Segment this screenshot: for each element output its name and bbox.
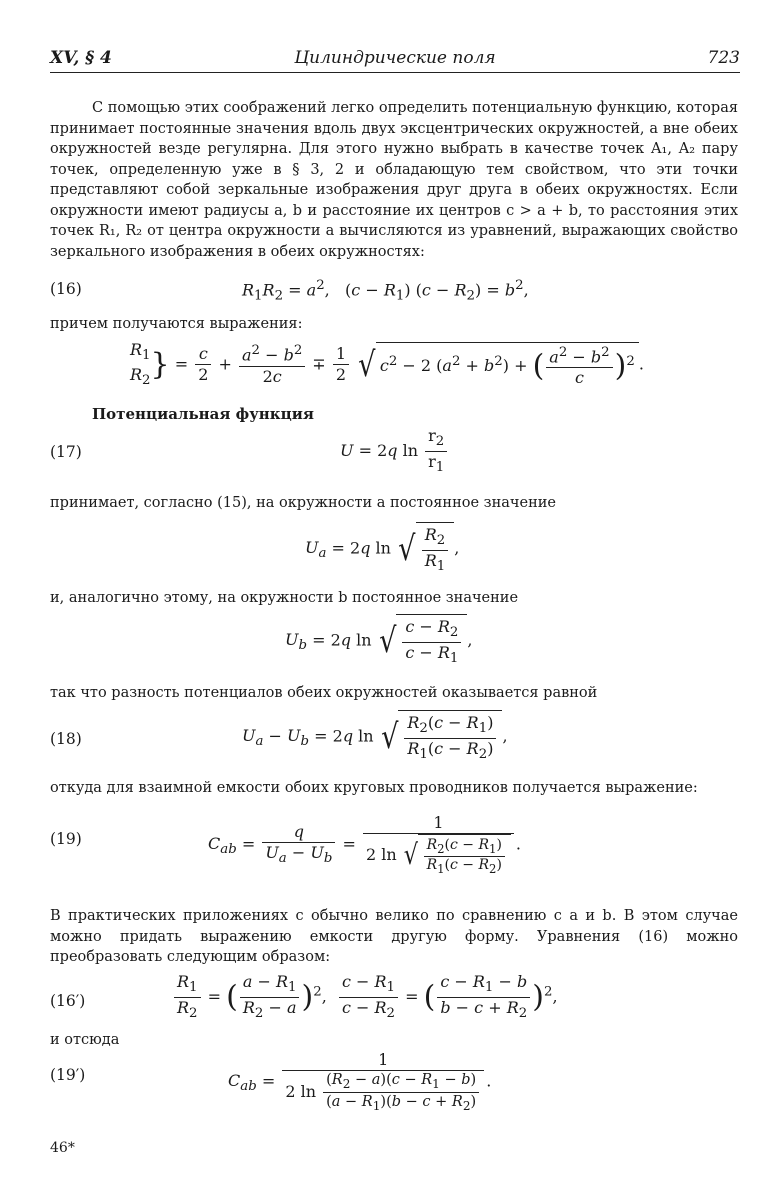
running-header <box>50 48 740 70</box>
paragraph-expressions: причем получаются выражения: <box>50 316 303 332</box>
paragraph-difference: так что разность потенциалов обеих окружностей оказывается равной <box>50 685 598 701</box>
paragraph-practical: В практических приложениях c обычно велико по сравнению с a и b. В этом случае можно придать выражению емкости другую форму. Уравнения (16) можно преобразовать следующим образом: <box>50 908 738 965</box>
equation-ua: $U_a = 2q$ ln √ $\frac{R_2}{R_1}$ , <box>305 522 459 576</box>
paragraph-capacity: откуда для взаимной емкости обоих круговых проводников получается выражение: <box>50 780 698 796</box>
equation-ub: $U_b = 2q$ ln √ $\frac{c - R_2}{c - R_1}$ , <box>285 614 472 668</box>
equation-17: U = 2q ln $\frac{r_2}{r_1}$ <box>340 426 449 477</box>
equation-number-18: (18) <box>50 730 82 748</box>
equation-number-17: (17) <box>50 443 82 461</box>
paragraph-intro: С помощью этих соображений легко определить потенциальную функцию, которая принимает постоянные значения вдоль двух эксцентрических окружностей, а вне обеих окружностей везде регулярна. Для этого нужно выбрать в качестве точек A₁, A₂ пару точек, определенную уже в § 3, 2 и обладающую тем свойством, что эти точки представляют собой зеркальные изображения друг друга в обеих окружностях. Если окружности имеют радиусы a, b и расстояние их центров c > a + b, то расстояния этих точек R₁, R₂ от центра окружности a вычисляются из уравнений, выражающих свойство зеркального изображения в обеих окружностях: <box>50 100 738 260</box>
page-number: 723 <box>707 48 740 68</box>
equation-number-19-prime: (19′) <box>50 1066 86 1084</box>
equation-number-16-prime: (16′) <box>50 992 86 1010</box>
header-rule <box>50 72 740 73</box>
equation-number-16: (16) <box>50 280 82 298</box>
equation-16-prime: $\frac{R_1}{R_2}$ = ( $\frac{a - R_1}{R_2 - a}$ )$^2$, $\frac{c - R_1}{c - R_2}$ = ( $\frac{c - R_1 - b}{b - c + R_2}$ )$^2$, <box>172 972 558 1023</box>
potential-function-heading: Потенциальная функция <box>92 405 314 423</box>
equation-r1-r2: $R_1$ $R_2$ } = $\frac{c}{2}$ + $\frac{a^2 - b^2}{2c}$ ∓ $\frac{1}{2}$ √ $c^2 - 2$ $(a^2 + b^2)$ + ( $\frac{a^2 - b^2}{c}$ )$^2$ . <box>130 340 644 389</box>
equation-19: $C_{ab}$ = $\frac{q}{U_a - U_b}$ = 1 2 ln √ $\frac{R_2(c - R_1)}{R_1(c - R_2)}$ . <box>208 813 522 877</box>
section-label: XV, § 4 <box>50 48 112 68</box>
paragraph-circle-a: принимает, согласно (15), на окружности a постоянное значение <box>50 495 556 511</box>
equation-18: $U_a - U_b = 2q$ ln √ $\frac{R_2(c - R_1)}{R_1(c - R_2)}$ , <box>242 710 508 764</box>
paragraph-hence: и отсюда <box>50 1032 120 1048</box>
equation-19-prime: $C_{ab}$ = 1 2 ln $\frac{(R_2 - a)(c - R_1 - b)}{(a - R_1)(b - c + R_2)}$ . <box>228 1050 492 1113</box>
page-title: Цилиндрические поля <box>294 48 496 68</box>
equation-number-19: (19) <box>50 830 82 848</box>
paragraph-circle-b: и, аналогично этому, на окружности b постоянное значение <box>50 590 519 606</box>
printer-signature: 46* <box>50 1140 75 1156</box>
equation-16: $R_1R_2 = a^2$, $(c - R_1)$ $(c - R_2) = b^2$, <box>242 278 529 304</box>
